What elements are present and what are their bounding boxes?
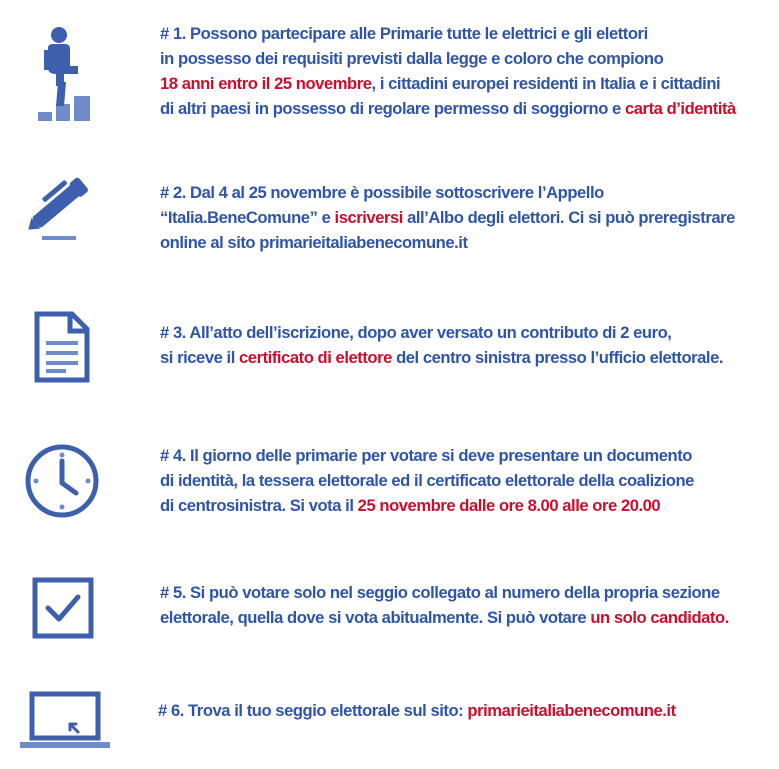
text-run: di identità, la tessera elettorale ed il certificato elettorale della coalizione <box>160 471 694 490</box>
step-6-line-1 <box>158 698 771 723</box>
laptop-icon <box>20 690 110 752</box>
text-run: # 2. Dal 4 al 25 novembre è possibile sottoscrivere l’Appello <box>160 183 604 202</box>
highlight-text: 18 anni entro il 25 novembre <box>160 74 372 93</box>
step-4-text <box>160 443 771 518</box>
step-2-line-3 <box>160 230 771 255</box>
highlight-text: un solo candidato. <box>590 608 729 627</box>
website-link-text: primarieitaliabenecomune.it <box>467 701 676 720</box>
step-4-line-1 <box>160 443 771 468</box>
step-4-line-2 <box>160 468 771 493</box>
text-run: all’Albo degli elettori. Ci si può preregistrare <box>402 208 735 227</box>
step-3-line-2 <box>160 345 771 370</box>
step-3-text <box>160 320 771 370</box>
text-run: online al sito primarieitaliabenecomune.it <box>160 233 468 252</box>
text-run: # 6. Trova il tuo seggio elettorale sul sito: <box>158 701 468 720</box>
step-3-line-1 <box>160 320 771 345</box>
person-climbing-steps-icon <box>34 26 94 122</box>
checkbox-icon <box>32 577 94 639</box>
highlight-text: carta d’identità <box>625 99 736 118</box>
highlight-text: iscriversi <box>334 208 403 227</box>
step-1-text <box>160 21 771 121</box>
step-2-line-1 <box>160 180 771 205</box>
highlight-text: certificato di elettore <box>239 348 392 367</box>
document-icon <box>34 311 90 383</box>
step-6-text <box>158 698 771 723</box>
text-run: , i cittadini europei residenti in Italia e i cittadini <box>371 74 721 93</box>
text-run: si riceve il <box>160 348 240 367</box>
step-4-line-3 <box>160 493 771 518</box>
highlight-text: 25 novembre dalle ore 8.00 alle ore 20.00 <box>357 496 661 515</box>
text-run: del centro sinistra presso l’ufficio elettorale. <box>391 348 724 367</box>
clock-icon <box>24 443 100 519</box>
pen-icon <box>20 168 100 244</box>
step-1-line-4 <box>160 96 771 121</box>
step-5-line-1 <box>160 580 771 605</box>
text-run: # 3. All’atto dell’iscrizione, dopo aver versato un contributo di 2 euro, <box>160 323 672 342</box>
text-run: “Italia.BeneComune” e <box>160 208 335 227</box>
step-5-text <box>160 580 771 630</box>
text-run: di altri paesi in possesso di regolare permesso di soggiorno e <box>160 99 625 118</box>
step-1-line-1 <box>160 21 771 46</box>
step-2-text <box>160 180 771 255</box>
text-run: # 5. Si può votare solo nel seggio collegato al numero della propria sezione <box>160 583 720 602</box>
step-2-line-2 <box>160 205 771 230</box>
text-run: in possesso dei requisiti previsti dalla legge e coloro che compiono <box>160 49 664 68</box>
step-1-line-3 <box>160 71 771 96</box>
text-run: # 1. Possono partecipare alle Primarie tutte le elettrici e gli elettori <box>160 24 648 43</box>
text-run: # 4. Il giorno delle primarie per votare si deve presentare un documento <box>160 446 692 465</box>
step-5-line-2 <box>160 605 771 630</box>
text-run: di centrosinistra. Si vota il <box>160 496 358 515</box>
text-run: elettorale, quella dove si vota abitualmente. Si può votare <box>160 608 591 627</box>
step-1-line-2 <box>160 46 771 71</box>
